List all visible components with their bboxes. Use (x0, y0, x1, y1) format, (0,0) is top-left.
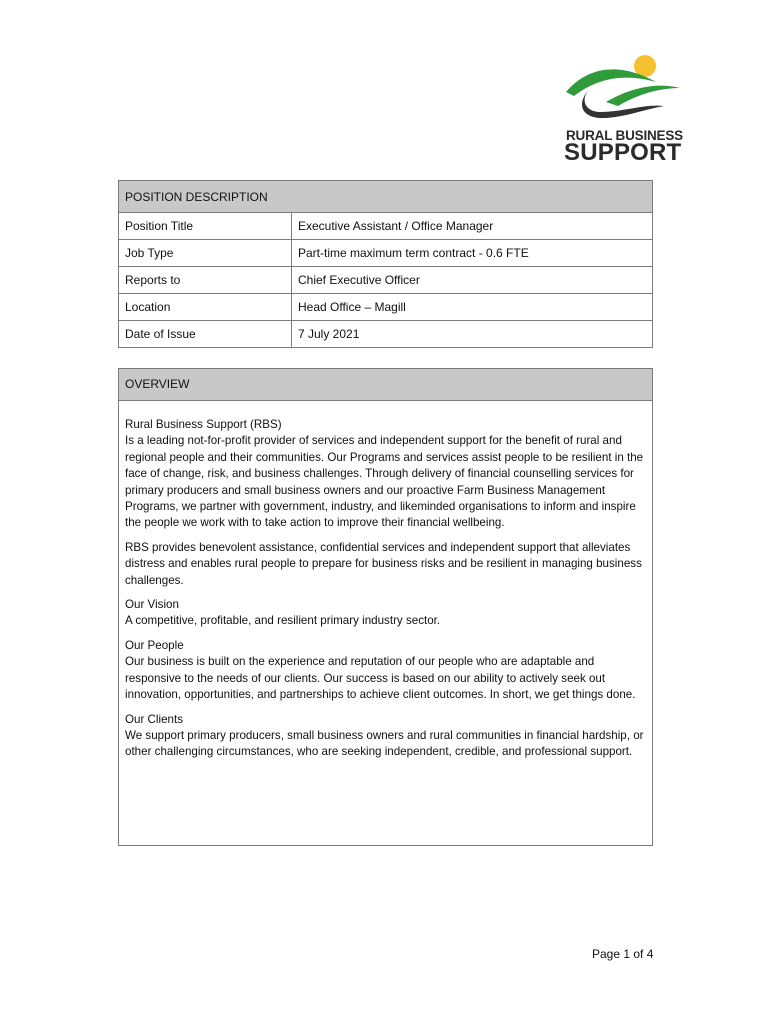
logo-line-2: SUPPORT (564, 139, 682, 166)
overview-body (119, 401, 652, 761)
people-text: Our business is built on the experience and reputation of our people who are adaptable and responsive to the needs of our clients. Our success is based on our ability to actively seek out innovation, opportunities, and partnerships to achieve client outcomes. In short, we get things done. (125, 655, 636, 702)
table-row (119, 213, 653, 240)
page-number: Page 1 of 4 (592, 947, 654, 961)
table-row (119, 321, 653, 348)
table-row (119, 267, 653, 294)
row-label: Reports to (119, 267, 292, 294)
logo-line-1: RURAL BUSINESS (566, 128, 683, 143)
row-label: Location (119, 294, 292, 321)
row-value: Chief Executive Officer (292, 267, 653, 294)
intro-paragraph (125, 417, 646, 532)
overview-section (118, 368, 653, 846)
rbs-logo-icon (560, 48, 685, 128)
row-label: Job Type (119, 240, 292, 267)
org-abbr: (RBS) (246, 418, 282, 431)
clients-block (125, 712, 646, 761)
row-value: Part-time maximum term contract - 0.6 FTE (292, 240, 653, 267)
table-row (119, 294, 653, 321)
rbs-paragraph: RBS provides benevolent assistance, confidential services and independent support that alleviates distress and enables rural people to prepare for business risks and be resilient in managing business challenges. (125, 540, 642, 587)
table-row (119, 240, 653, 267)
clients-text: We support primary producers, small business owners and rural communities in financial hardship, or other challenging circumstances, who are seeking independent, credible, and professional support. (125, 728, 644, 759)
people-heading: Our People (125, 638, 184, 652)
overview-header: OVERVIEW (119, 369, 652, 401)
row-value: Head Office – Magill (292, 294, 653, 321)
vision-heading: Our Vision (125, 598, 179, 612)
position-description-header: POSITION DESCRIPTION (119, 181, 653, 213)
vision-block (125, 597, 646, 630)
people-block (125, 638, 646, 704)
clients-heading: Our Clients (125, 712, 183, 726)
row-value: 7 July 2021 (292, 321, 653, 348)
row-value: Executive Assistant / Office Manager (292, 213, 653, 240)
position-description-table (118, 180, 653, 348)
row-label: Date of Issue (119, 321, 292, 348)
org-name: Rural Business Support (125, 418, 247, 431)
vision-text: A competitive, profitable, and resilient primary industry sector. (125, 614, 441, 628)
row-label: Position Title (119, 213, 292, 240)
rbs-logo (560, 48, 685, 166)
intro-text: Is a leading not-for-profit provider of services and independent support for the benefit of rural and regional people and their communities. Our Programs and services assist people to be resilient in the face of change, risk, and business challenges. Through delivery of financial counselling services for primary producers and small business owners and our proactive Farm Business Management Programs, we partner with government, industry, and likeminded organisations to inform and inspire the people we work with to take action to improve their financial wellbeing. (125, 434, 644, 530)
